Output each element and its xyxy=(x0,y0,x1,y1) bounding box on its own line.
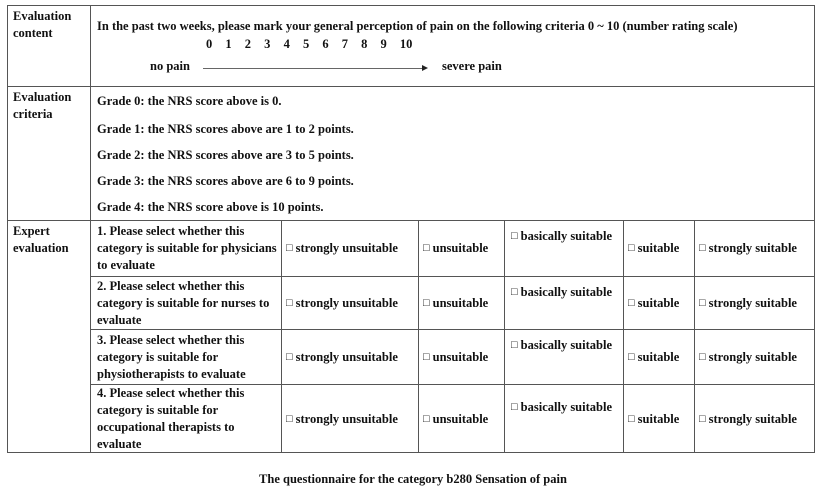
option-checkbox[interactable] xyxy=(286,385,416,453)
scale-number: 1 xyxy=(225,37,232,51)
scale-right-label: severe pain xyxy=(442,59,502,73)
option-label: suitable xyxy=(637,411,680,426)
option-checkbox[interactable] xyxy=(286,221,416,276)
option-checkbox[interactable] xyxy=(511,385,621,453)
scale-number: 7 xyxy=(341,37,348,51)
option-label: strongly suitable xyxy=(708,241,797,255)
grade-item: Grade 4: the NRS score above is 10 points. xyxy=(97,200,324,214)
option-label: strongly suitable xyxy=(708,295,797,310)
question-label: 3. Please select whether this category is suitable for physiotherapists to evaluate xyxy=(97,332,246,381)
column-divider xyxy=(623,220,624,453)
option-label: unsuitable xyxy=(432,295,489,310)
checkbox-icon[interactable]: □ xyxy=(511,401,518,413)
scale-number: 0 xyxy=(206,37,213,51)
option-label: unsuitable xyxy=(432,349,489,364)
checkbox-icon[interactable]: □ xyxy=(286,412,293,425)
column-divider xyxy=(418,220,419,453)
option-label: unsuitable xyxy=(432,241,489,255)
question-text xyxy=(97,330,277,384)
checkbox-icon[interactable]: □ xyxy=(423,350,430,363)
option-checkbox[interactable] xyxy=(511,277,621,329)
option-label: basically suitable xyxy=(520,400,612,414)
option-label: suitable xyxy=(637,295,680,310)
scale-number: 4 xyxy=(283,37,290,51)
option-label: strongly unsuitable xyxy=(295,241,398,255)
grade-item: Grade 3: the NRS scores above are 6 to 9 points. xyxy=(97,174,354,188)
checkbox-icon[interactable]: □ xyxy=(423,242,430,254)
option-checkbox[interactable] xyxy=(628,221,692,276)
checkbox-icon[interactable]: □ xyxy=(628,350,635,363)
option-checkbox[interactable] xyxy=(423,221,502,276)
checkbox-icon[interactable]: □ xyxy=(628,242,635,254)
scale-number: 6 xyxy=(322,37,329,51)
scale-number: 2 xyxy=(244,37,252,51)
option-checkbox[interactable] xyxy=(628,330,692,384)
option-checkbox[interactable] xyxy=(628,277,692,329)
checkbox-icon[interactable]: □ xyxy=(511,286,518,298)
option-checkbox[interactable] xyxy=(286,330,416,384)
evaluation-criteria-label: Evaluation criteria xyxy=(13,90,72,121)
option-checkbox[interactable] xyxy=(699,221,813,276)
column-divider xyxy=(281,220,282,453)
grade-item: Grade 1: the NRS scores above are 1 to 2 points. xyxy=(97,122,354,136)
checkbox-icon[interactable]: □ xyxy=(511,339,518,351)
column-divider xyxy=(90,5,91,453)
scale-left-label: no pain xyxy=(150,59,190,73)
checkbox-icon[interactable]: □ xyxy=(699,412,706,425)
question-label: 4. Please select whether this category is suitable for occupational therapists to evaluate xyxy=(97,386,245,451)
option-label: basically suitable xyxy=(520,338,612,352)
option-label: basically suitable xyxy=(520,229,612,243)
scale-number: 10 xyxy=(399,37,413,51)
checkbox-icon[interactable]: □ xyxy=(511,230,518,242)
option-label: unsuitable xyxy=(432,411,489,426)
option-checkbox[interactable] xyxy=(286,277,416,329)
option-checkbox[interactable] xyxy=(423,385,502,453)
row-divider xyxy=(7,86,815,87)
option-checkbox[interactable] xyxy=(511,330,621,384)
option-label: suitable xyxy=(637,349,680,364)
option-label: basically suitable xyxy=(520,285,612,299)
evaluation-content-label: Evaluation content xyxy=(13,9,72,40)
option-label: strongly unsuitable xyxy=(295,295,398,310)
question-text xyxy=(97,277,277,329)
option-label: strongly suitable xyxy=(708,349,797,364)
grade-item: Grade 0: the NRS score above is 0. xyxy=(97,94,282,108)
nrs-scale-numbers xyxy=(206,37,419,52)
scale-number: 8 xyxy=(361,37,368,51)
option-checkbox[interactable] xyxy=(628,385,692,453)
option-checkbox[interactable] xyxy=(511,221,621,276)
checkbox-icon[interactable]: □ xyxy=(423,296,430,309)
checkbox-icon[interactable]: □ xyxy=(286,350,293,363)
option-label: suitable xyxy=(637,241,680,255)
checkbox-icon[interactable]: □ xyxy=(628,296,635,309)
scale-number: 9 xyxy=(380,37,387,51)
option-checkbox[interactable] xyxy=(423,330,502,384)
checkbox-icon[interactable]: □ xyxy=(699,350,706,363)
option-checkbox[interactable] xyxy=(699,385,813,453)
checkbox-icon[interactable]: □ xyxy=(699,296,706,309)
checkbox-icon[interactable]: □ xyxy=(286,242,293,254)
expert-evaluation-label: Expert evaluation xyxy=(13,224,69,255)
option-checkbox[interactable] xyxy=(699,277,813,329)
checkbox-icon[interactable]: □ xyxy=(286,296,293,309)
checkbox-icon[interactable]: □ xyxy=(699,242,706,254)
option-label: strongly unsuitable xyxy=(295,349,398,364)
grade-item: Grade 2: the NRS scores above are 3 to 5 points. xyxy=(97,148,354,162)
checkbox-icon[interactable]: □ xyxy=(423,412,430,425)
column-divider xyxy=(694,220,695,453)
option-checkbox[interactable] xyxy=(699,330,813,384)
question-label: 1. Please select whether this category is suitable for physicians to evaluate xyxy=(97,224,277,272)
instruction-text: In the past two weeks, please mark your general perception of pain on the following criteria 0 ~ 10 (number rating scale) xyxy=(97,19,738,33)
question-label: 2. Please select whether this category is suitable for nurses to evaluate xyxy=(97,278,270,327)
option-checkbox[interactable] xyxy=(423,277,502,329)
figure-caption: The questionnaire for the category b280 Sensation of pain xyxy=(259,472,567,486)
scale-arrow-line xyxy=(203,68,423,69)
option-label: strongly unsuitable xyxy=(295,411,398,426)
checkbox-icon[interactable]: □ xyxy=(628,412,635,425)
question-text xyxy=(97,385,277,453)
scale-number: 3 xyxy=(264,37,271,51)
column-divider xyxy=(504,220,505,453)
option-label: strongly suitable xyxy=(708,411,797,426)
question-text xyxy=(97,221,277,276)
scale-number: 5 xyxy=(302,37,310,51)
arrow-right-icon xyxy=(422,65,428,71)
